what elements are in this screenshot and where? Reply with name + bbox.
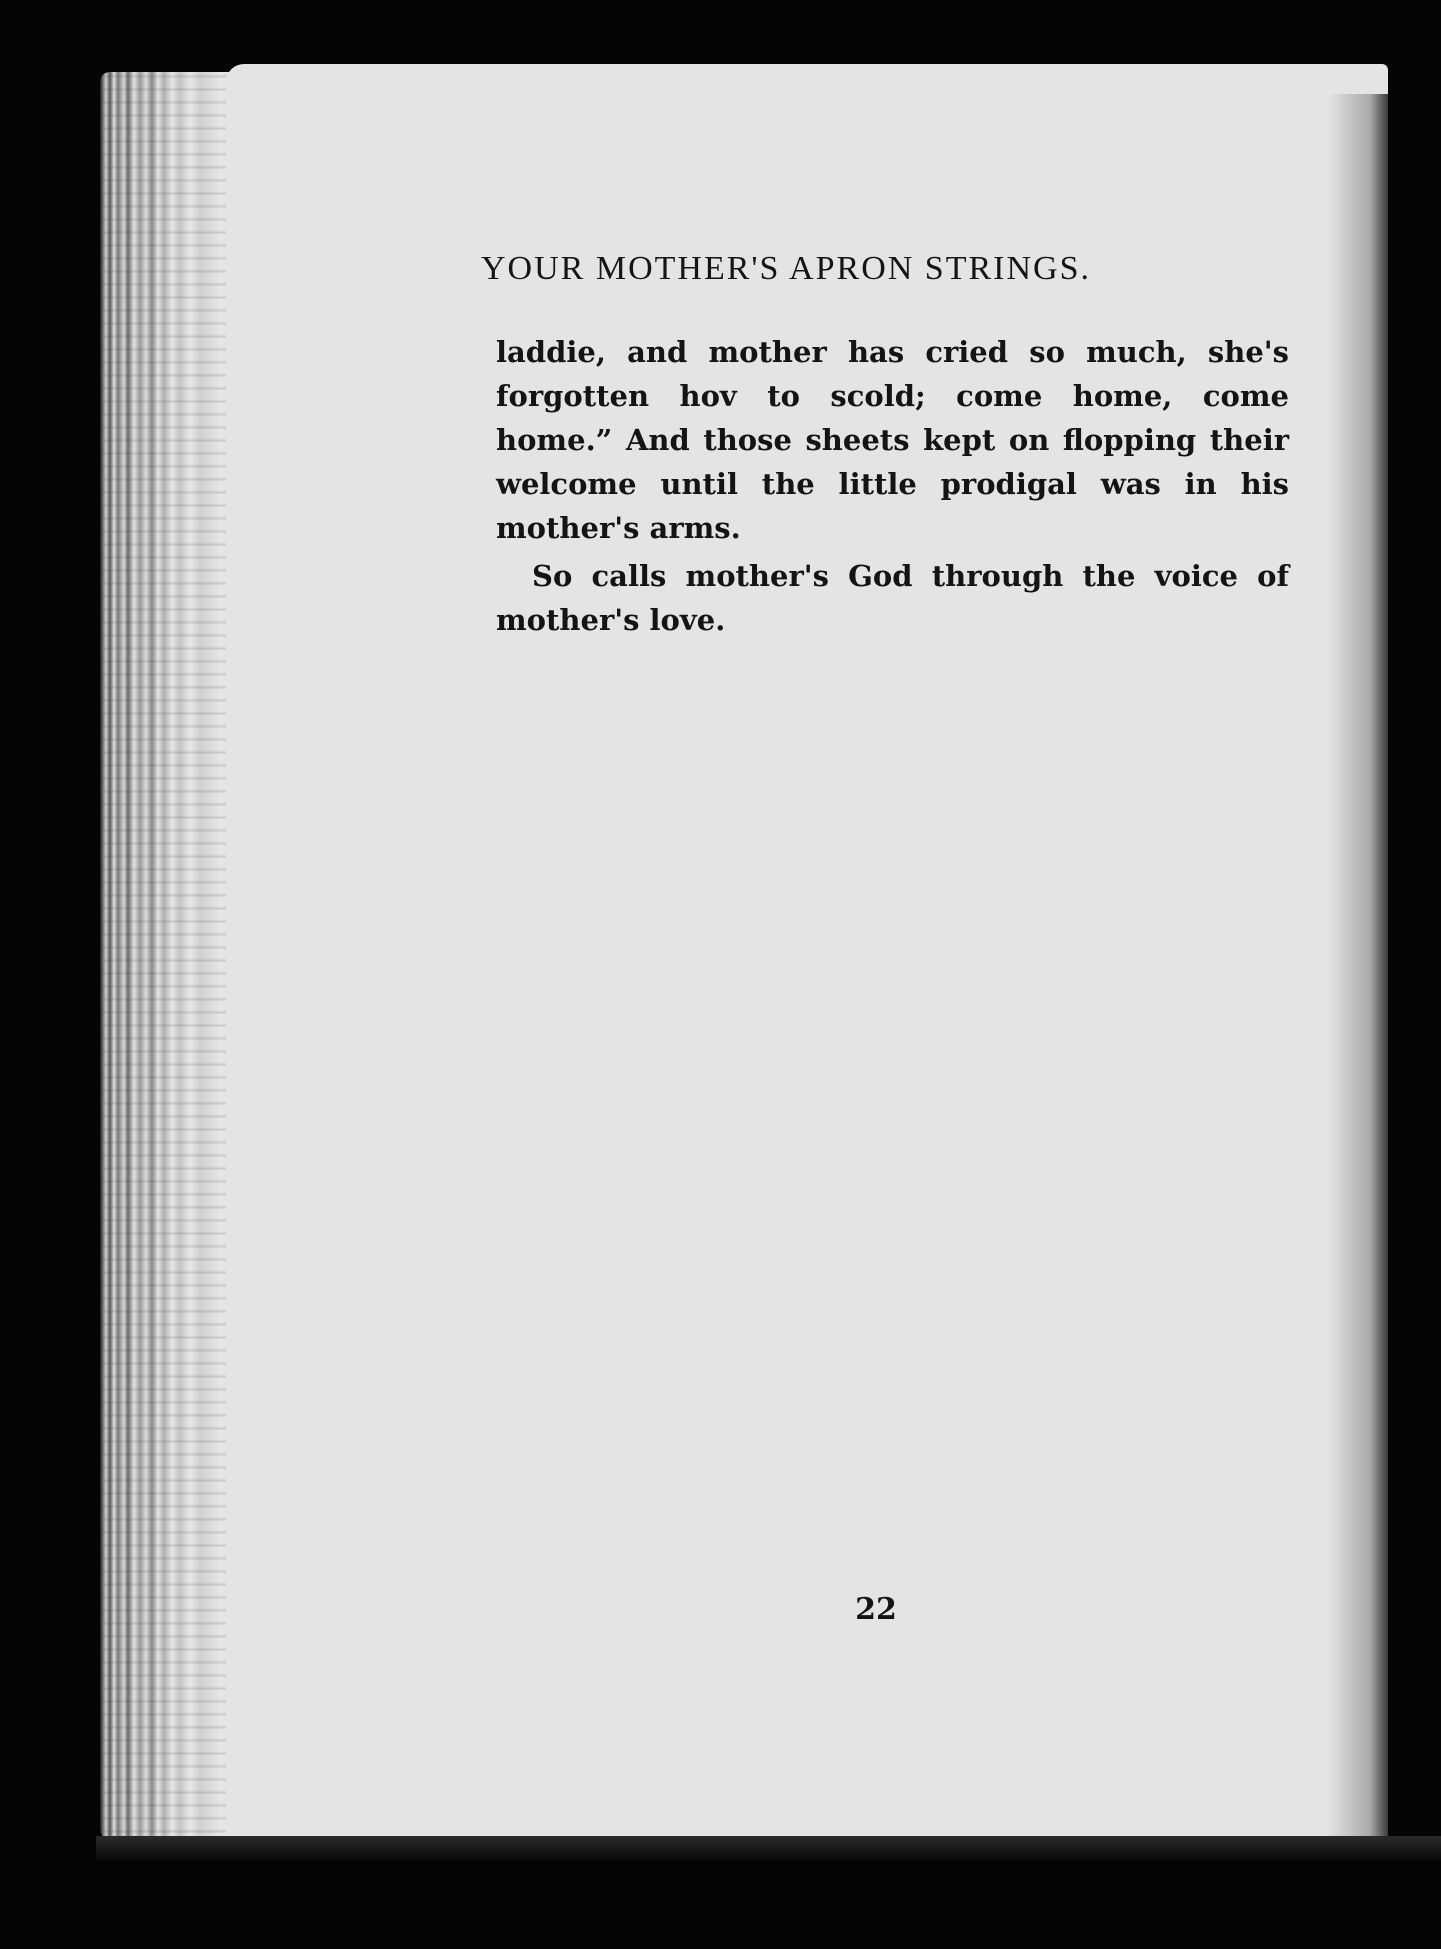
page-gutter-shadow bbox=[1328, 94, 1388, 1854]
page-edge-stack bbox=[100, 72, 240, 1842]
running-title: YOUR MOTHER'S APRON STRINGS. bbox=[481, 250, 1091, 287]
bottom-edge bbox=[96, 1836, 1441, 1860]
paragraph: laddie, and mother has cried so much, she's forgotten hov to scold; come home, come home.” And those sheets kept on flopping their welcome until the little prodigal was in his mother's arms. bbox=[496, 335, 1289, 545]
paragraph: So calls mother's God through the voice of mother's love. bbox=[496, 559, 1289, 637]
body-text bbox=[496, 330, 1289, 642]
page-number: 22 bbox=[855, 1592, 897, 1627]
